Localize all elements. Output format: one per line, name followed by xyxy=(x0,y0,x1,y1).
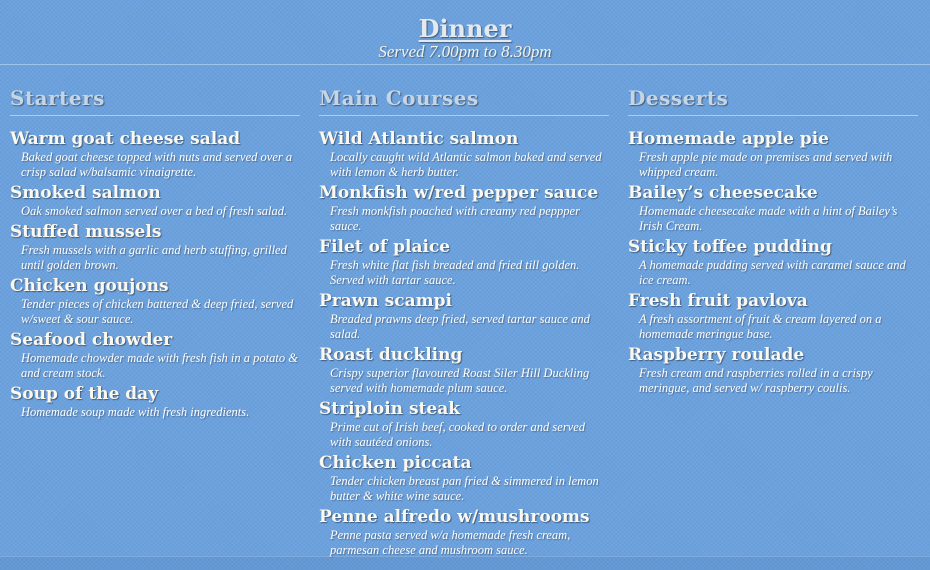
menu-item-name: Stuffed mussels xyxy=(10,222,162,242)
menu-item xyxy=(319,237,609,288)
menu-item-description: Fresh monkfish poached with creamy red peppper sauce. xyxy=(330,204,580,233)
menu-item-description: Baked goat cheese topped with nuts and served over a crisp salad w/balsamic vinaigrette. xyxy=(21,150,293,179)
section-heading: Desserts xyxy=(628,86,729,110)
menu-item-description: Fresh mussels with a garlic and herb stuffing, grilled until golden brown. xyxy=(21,243,287,272)
menu-item-description: A homemade pudding served with caramel sauce and ice cream. xyxy=(639,258,906,287)
menu-item xyxy=(10,276,300,327)
menu-item xyxy=(319,291,609,342)
menu-item xyxy=(10,330,300,381)
menu-item-description: Homemade chowder made with fresh fish in a potato & and cream stock. xyxy=(21,351,298,380)
menu-item xyxy=(319,129,609,180)
section-divider xyxy=(10,115,300,116)
menu-item xyxy=(628,345,918,396)
menu-item-description: Breaded prawns deep fried, served tartar sauce and salad. xyxy=(330,312,590,341)
menu-item-description: Homemade cheesecake made with a hint of Bailey’s Irish Cream. xyxy=(639,204,898,233)
menu-item xyxy=(628,129,918,180)
menu-item xyxy=(319,453,609,504)
menu-item xyxy=(628,183,918,234)
menu-item xyxy=(10,129,300,180)
menu-item xyxy=(10,222,300,273)
menu-item-description: Oak smoked salmon served over a bed of fresh salad. xyxy=(21,204,288,218)
menu-item-name: Fresh fruit pavlova xyxy=(628,291,808,311)
menu-item-name: Wild Atlantic salmon xyxy=(319,129,519,149)
menu-item-name: Prawn scampi xyxy=(319,291,452,311)
section-starters xyxy=(10,86,300,561)
page-subtitle: Served 7.00pm to 8.30pm xyxy=(378,42,552,61)
menu-item-description: Penne pasta served w/a homemade fresh cream, parmesan cheese and mushroom sauce. xyxy=(330,528,571,557)
menu-item-name: Seafood chowder xyxy=(10,330,173,350)
section-main-courses xyxy=(319,86,609,561)
menu-item-description: Fresh cream and raspberries rolled in a crispy meringue, and served w/ raspberry coulis. xyxy=(639,366,873,395)
menu-item-description: Prime cut of Irish beef, cooked to order and served with sautéed onions. xyxy=(330,420,586,449)
section-divider xyxy=(319,115,609,116)
menu-item-name: Chicken goujons xyxy=(10,276,169,296)
menu-columns xyxy=(0,65,930,561)
menu-item-name: Smoked salmon xyxy=(10,183,161,203)
menu-item-name: Warm goat cheese salad xyxy=(10,129,241,149)
menu-item xyxy=(319,399,609,450)
section-divider xyxy=(628,115,918,116)
section-heading: Starters xyxy=(10,86,105,110)
menu-item xyxy=(319,507,609,558)
menu-item-description: Fresh apple pie made on premises and served with whipped cream. xyxy=(639,150,893,179)
menu-item-name: Chicken piccata xyxy=(319,453,472,473)
menu-header xyxy=(0,0,930,65)
menu-item-description: Fresh white flat fish breaded and fried till golden. Served with tartar sauce. xyxy=(330,258,580,287)
menu-item-name: Sticky toffee pudding xyxy=(628,237,832,257)
menu-item-name: Roast duckling xyxy=(319,345,463,365)
menu-item-description: A fresh assortment of fruit & cream layered on a homemade meringue base. xyxy=(639,312,882,341)
menu-item-name: Raspberry roulade xyxy=(628,345,805,365)
menu-item-description: Tender pieces of chicken battered & deep fried, served w/sweet & sour sauce. xyxy=(21,297,294,326)
menu-item-name: Bailey’s cheesecake xyxy=(628,183,818,203)
menu-item-name: Penne alfredo w/mushrooms xyxy=(319,507,590,527)
menu-item xyxy=(319,345,609,396)
section-desserts xyxy=(628,86,918,561)
menu-item-name: Soup of the day xyxy=(10,384,159,404)
section-heading: Main Courses xyxy=(319,86,479,110)
menu-item xyxy=(319,183,609,234)
menu-item-name: Monkfish w/red pepper sauce xyxy=(319,183,599,203)
menu-item-description: Tender chicken breast pan fried & simmered in lemon butter & white wine sauce. xyxy=(330,474,599,503)
menu-item xyxy=(10,183,300,219)
menu-item-description: Homemade soup made with fresh ingredients. xyxy=(21,405,250,419)
menu-item xyxy=(628,237,918,288)
menu-item xyxy=(10,384,300,420)
menu-item xyxy=(628,291,918,342)
menu-item-name: Striploin steak xyxy=(319,399,460,419)
menu-item-name: Filet of plaice xyxy=(319,237,451,257)
menu-item-description: Crispy superior flavoured Roast Siler Hill Duckling served with homemade plum sauce. xyxy=(330,366,590,395)
page-title: Dinner xyxy=(418,14,512,43)
menu-item-description: Locally caught wild Atlantic salmon baked and served with lemon & herb butter. xyxy=(330,150,602,179)
menu-item-name: Homemade apple pie xyxy=(628,129,829,149)
